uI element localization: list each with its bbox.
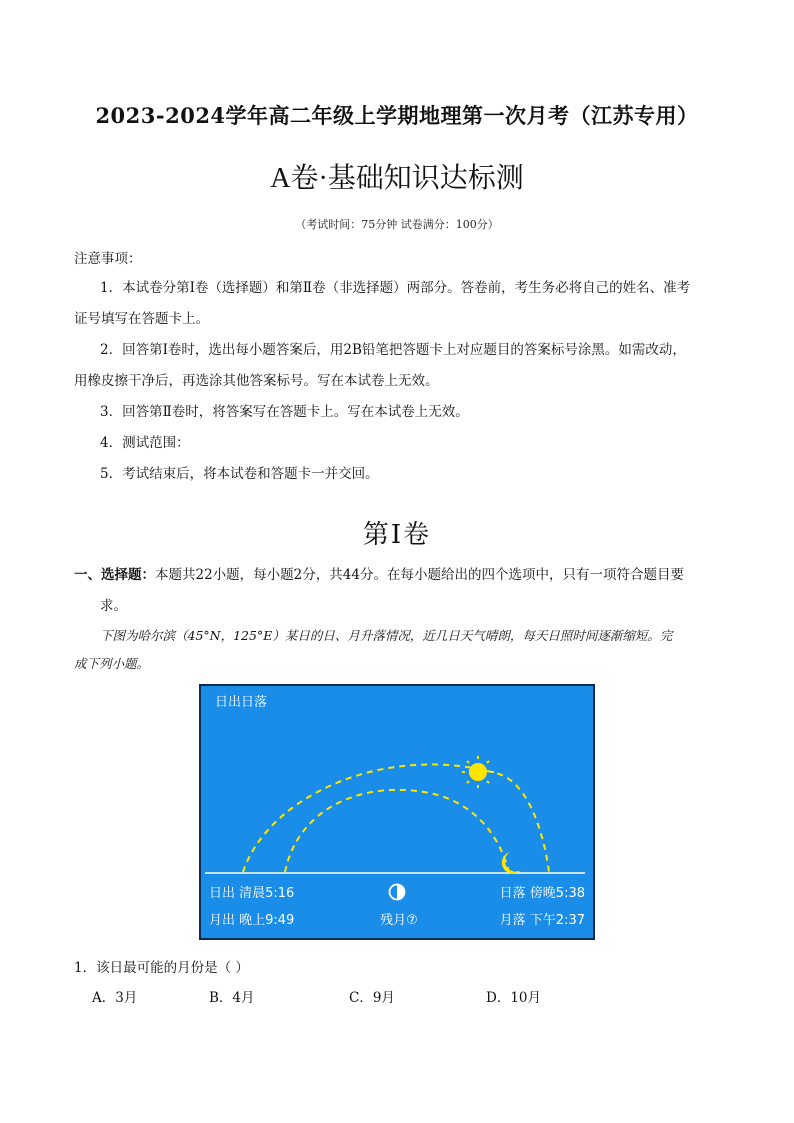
material-line-1: 下图为哈尔滨（45°N，125°E）某日的日、月升落情况，近几日天气晴朗，每天日照时间逐渐缩短。完 <box>100 628 673 643</box>
question-1-option-d[interactable]: D．10月 <box>486 990 542 1006</box>
intro-text: 本题共22小题，每小题2分，共44分。在每小题给出的四个选项中，只有一项符合题目要 <box>155 567 684 583</box>
sunset-time: 日落 傍晚5:38 <box>499 886 585 901</box>
notice-item-4: 4．测试范围： <box>100 435 190 451</box>
notice-item-1: 1．本试卷分第Ⅰ卷（选择题）和第Ⅱ卷（非选择题）两部分。答卷前，考生务必将自己的姓名、准考 <box>100 280 691 296</box>
notice-item-2-cont: 用橡皮擦干净后，再选涂其他答案标号。写在本试卷上无效。 <box>74 373 439 389</box>
sunrise-sunset-diagram <box>199 684 595 940</box>
sunrise-time: 日出 清晨5:16 <box>209 886 295 901</box>
moon-phase-label: 残月⑦ <box>380 913 418 928</box>
notice-item-5: 5．考试结束后，将本试卷和答题卡一并交回。 <box>100 466 379 482</box>
choice-section-intro <box>74 560 724 622</box>
section-title: 第Ⅰ卷 <box>362 520 432 550</box>
notice-item-3: 3．回答第Ⅱ卷时，将答案写在答题卡上。写在本试卷上无效。 <box>100 404 469 420</box>
notice-item-1-cont: 证号填写在答题卡上。 <box>74 311 209 327</box>
question-1-option-a[interactable]: A．3月 <box>92 990 138 1006</box>
question-1-option-b[interactable]: B．4月 <box>209 990 255 1006</box>
moonrise-time: 月出 晚上9:49 <box>209 913 295 928</box>
notice-heading: 注意事项： <box>74 251 142 267</box>
diagram-label: 日出日落 <box>215 695 268 710</box>
moonset-time: 月落 下午2:37 <box>499 913 585 928</box>
exam-subtitle: A卷·基础知识达标测 <box>270 163 524 194</box>
exam-info: （考试时间：75分钟 试卷满分：100分） <box>295 218 499 231</box>
intro-label: 一、选择题： <box>74 567 155 583</box>
question-1-stem: 1．该日最可能的月份是（ ） <box>74 960 249 976</box>
question-material <box>74 622 730 678</box>
question-1-option-c[interactable]: C．9月 <box>349 990 395 1006</box>
notice-item-2: 2．回答第Ⅰ卷时，选出每小题答案后，用2B铅笔把答题卡上对应题目的答案标号涂黑。如需改动， <box>100 342 686 358</box>
exam-title: 2023-2024学年高二年级上学期地理第一次月考（江苏专用） <box>95 103 699 128</box>
material-line-2: 成下列小题。 <box>74 656 150 671</box>
intro-text-cont: 求。 <box>100 598 127 614</box>
